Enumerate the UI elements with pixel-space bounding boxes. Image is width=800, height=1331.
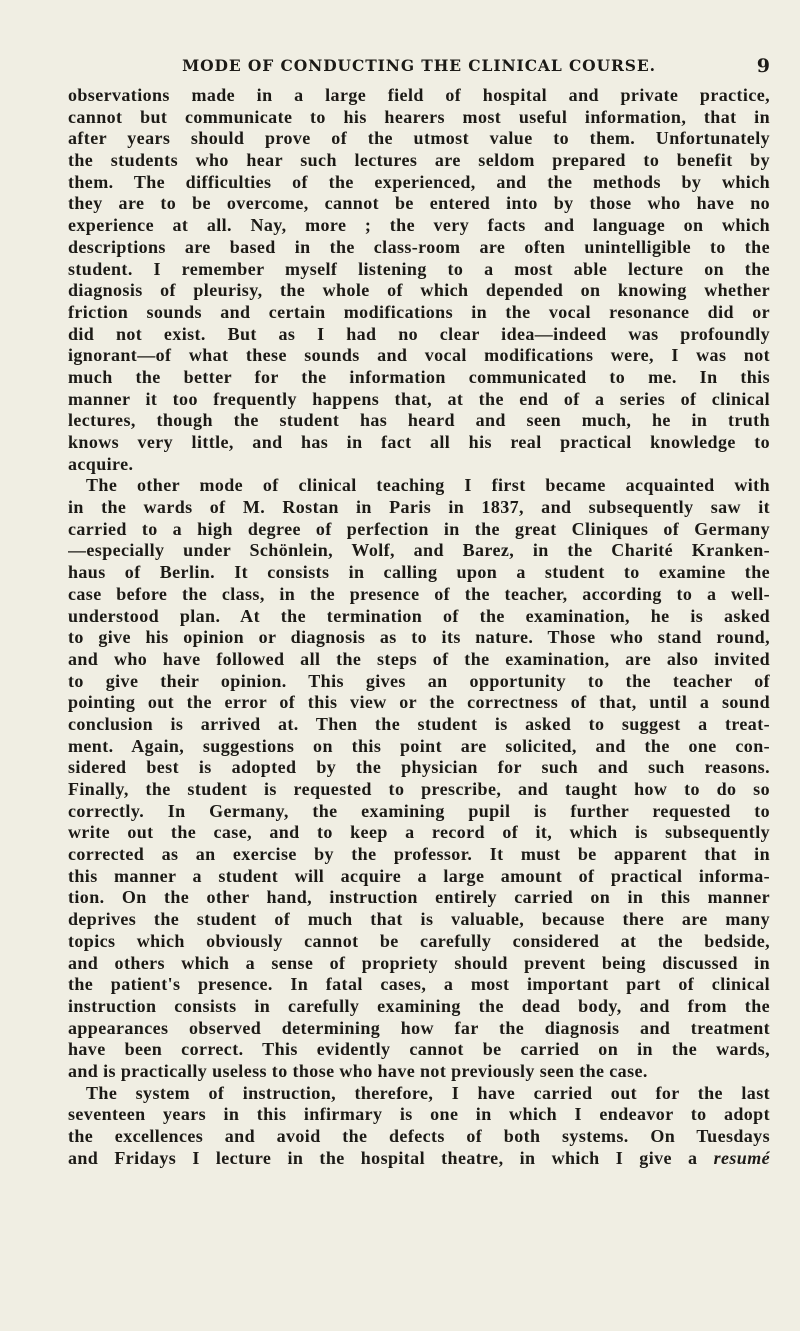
text-line: ment. Again, suggestions on this point are solicited, and the one con- [68, 735, 770, 756]
text-line: topics which obviously cannot be carefully considered at the bedside, [68, 930, 770, 951]
paragraph-start-line: The system of instruction, therefore, I have carried out for the last [86, 1082, 770, 1103]
text-line: student. I remember myself listening to a most able lecture on the [68, 258, 770, 279]
text-line: case before the class, in the presence of the teacher, according to a well- [68, 583, 770, 604]
text-line: friction sounds and certain modifications in the vocal resonance did or [68, 301, 770, 322]
text-line: the patient's presence. In fatal cases, a most important part of clinical [68, 974, 770, 995]
body-text [68, 85, 770, 1169]
running-head: MODE OF CONDUCTING THE CLINICAL COURSE. [182, 56, 656, 75]
text-line: after years should prove of the utmost value to them. Unfortunately [68, 128, 770, 149]
text-line: cannot but communicate to his hearers most useful information, that in [68, 106, 770, 127]
text-line: them. The difficulties of the experienced, and the methods by which [68, 171, 770, 192]
text-line: to give his opinion or diagnosis as to its nature. Those who stand round, [68, 627, 770, 648]
paragraph-end-line: acquire. [68, 453, 134, 474]
text-line: and others which a sense of propriety should prevent being discussed in [68, 952, 770, 973]
text-line: have been correct. This evidently cannot be carried on in the wards, [68, 1039, 770, 1060]
text-line: correctly. In Germany, the examining pupil is further requested to [68, 800, 770, 821]
text-line: write out the case, and to keep a record of it, which is subsequently [68, 822, 770, 843]
text-line: corrected as an exercise by the professor. It must be apparent that in [68, 844, 770, 865]
text-line: manner it too frequently happens that, at the end of a series of clinical [68, 388, 770, 409]
page-number: 9 [756, 55, 770, 77]
italic-word: resumé [713, 1147, 770, 1168]
text-line: descriptions are based in the class-room are often unintelligible to the [68, 236, 770, 257]
text-line: the excellences and avoid the defects of both systems. On Tuesdays [68, 1126, 770, 1146]
text-line: the students who hear such lectures are seldom prepared to benefit by [68, 150, 770, 171]
paragraph-end-line: and is practically useless to those who have not previously seen the case. [68, 1060, 648, 1081]
text-line: carried to a high degree of perfection in the great Cliniques of Germany [68, 518, 770, 539]
final-line [68, 1148, 770, 1170]
text-line: this manner a student will acquire a large amount of practical informa- [68, 865, 770, 886]
text-line: lectures, though the student has heard and seen much, he in truth [68, 410, 770, 431]
page-header [68, 52, 770, 80]
text-line: appearances observed determining how far the diagnosis and treatment [68, 1017, 770, 1038]
text-line: understood plan. At the termination of the examination, he is asked [68, 605, 770, 626]
text-line: —especially under Schönlein, Wolf, and Barez, in the Charité Kranken- [68, 540, 770, 561]
text-line: haus of Berlin. It consists in calling upon a student to examine the [68, 562, 770, 583]
text-line: Finally, the student is requested to prescribe, and taught how to do so [68, 779, 770, 799]
text-line: diagnosis of pleurisy, the whole of which depended on knowing whether [68, 280, 770, 301]
text-line: in the wards of M. Rostan in Paris in 1837, and subsequently saw it [68, 497, 770, 518]
text-line: ignorant—of what these sounds and vocal modifications were, I was not [68, 345, 770, 366]
text-line: pointing out the error of this view or the correctness of that, until a sound [68, 692, 770, 713]
text-line: conclusion is arrived at. Then the student is asked to suggest a treat- [68, 713, 770, 734]
text-line: they are to be overcome, cannot be entered into by those who have no [68, 193, 770, 214]
text-line: instruction consists in carefully examining the dead body, and from the [68, 995, 770, 1016]
text-line: and who have followed all the steps of the examination, are also invited [68, 648, 770, 669]
text-line: observations made in a large field of hospital and private practice, [68, 85, 770, 105]
text-line: much the better for the information communicated to me. In this [68, 366, 770, 387]
text-line: did not exist. But as I had no clear idea—indeed was profoundly [68, 323, 770, 344]
text-line: to give their opinion. This gives an opportunity to the teacher of [68, 670, 770, 691]
final-line-text: and Fridays I lecture in the hospital theatre, in which I give a [68, 1147, 698, 1168]
text-line: experience at all. Nay, more ; the very facts and language on which [68, 215, 770, 236]
text-line: seventeen years in this infirmary is one in which I endeavor to adopt [68, 1104, 770, 1125]
text-line: sidered best is adopted by the physician for such and such reasons. [68, 757, 770, 778]
text-line: tion. On the other hand, instruction entirely carried on in this manner [68, 887, 770, 908]
text-line: knows very little, and has in fact all his real practical knowledge to [68, 432, 770, 452]
text-line: deprives the student of much that is valuable, because there are many [68, 909, 770, 930]
paragraph-start-line: The other mode of clinical teaching I first became acquainted with [86, 475, 770, 496]
